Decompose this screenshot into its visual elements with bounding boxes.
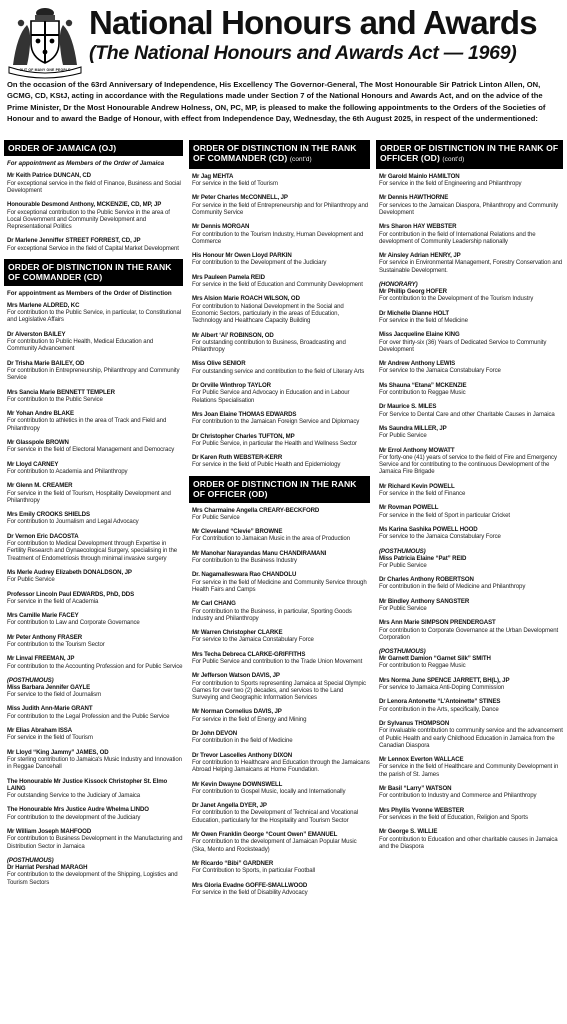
honouree-name: Miss Judith Ann-Marie GRANT <box>7 705 93 713</box>
contd-label: (cont'd) <box>442 156 465 164</box>
honouree-name: Miss Jacqueline Elaine KING <box>379 331 460 339</box>
honouree-name: Professor Lincoln Paul EDWARDS, PhD, DDS <box>7 590 135 598</box>
honouree-entry <box>379 252 563 274</box>
honouree-entry <box>7 511 183 526</box>
honouree-name: Mr Warren Christopher CLARKE <box>192 629 283 637</box>
honouree-name: Mr Peter Anthony FRASER <box>7 633 83 641</box>
honouree-citation: For service in the field of Disability Advocacy <box>192 888 308 896</box>
honouree-entry <box>379 785 563 800</box>
honouree-name: Mrs Sharon HAY WEBSTER <box>379 223 457 231</box>
honouree-citation: For Public Service and Advocacy in Education and in Labour Relations Specialisation <box>192 389 350 404</box>
honouree-citation: For over thirty-six (36) Years of Dedicated Service to Community Development <box>379 338 547 353</box>
honouree-name: Mr Ainsley Adrian HENRY, JP <box>379 252 461 260</box>
honouree-name: Mrs Marlene ALDRED, KC <box>7 301 80 309</box>
honouree-citation: For contribution to the development of the Shipping, Logistics and Tourism Sectors <box>7 871 178 886</box>
crest-motto: OUT OF MANY ONE PEOPLE <box>19 68 71 72</box>
honouree-name: Miss Olive SENIOR <box>192 360 246 368</box>
honouree-entry <box>379 598 563 613</box>
honouree-name: Mrs Pauleen Pamela REID <box>192 273 265 281</box>
honouree-name: Miss Patricia Elaine “Pat” REID <box>379 554 467 562</box>
honouree-name: Dr Karen Ruth WEBSTER-KERR <box>192 454 283 462</box>
honouree-citation: For contribution to the Legal Profession and the Public Service <box>7 712 170 720</box>
honouree-citation: For contribution to Education and other charitable causes in Jamaica and the Diaspora <box>379 835 558 850</box>
honouree-name: Dr Alverston BAILEY <box>7 330 66 338</box>
honouree-entry <box>379 828 563 850</box>
honouree-name: Mr Bindley Anthony SANGSTER <box>379 597 470 605</box>
entry-note: (POSTHUMOUS) <box>379 648 426 656</box>
honouree-citation: For service in the field of Education and Community Development <box>192 281 363 289</box>
honouree-entry <box>7 237 183 252</box>
honouree-citation: For contribution in the field of Medicine and Philanthropy <box>379 583 526 591</box>
honouree-entry <box>7 482 183 504</box>
honouree-entry <box>192 781 370 796</box>
honouree-citation: For service in the field of Tourism <box>192 180 278 188</box>
honouree-entry <box>379 807 563 822</box>
honouree-entry <box>379 173 563 188</box>
honouree-citation: For service in the field of Academia <box>7 597 99 605</box>
honouree-name: Mr Owen Franklin George “Count Owen” EMANUEL <box>192 831 338 839</box>
honouree-name: Mrs Phyllis Yvonne WEBSTER <box>379 806 464 814</box>
columns <box>4 140 563 1024</box>
honouree-name: Mrs Techa Debreca CLARKE-GRIFFITHS <box>192 650 306 658</box>
honouree-entry <box>7 302 183 324</box>
honouree-citation: For contribution to the development of the Judiciary <box>7 813 141 821</box>
honouree-name: Mr Ricardo “Bibi” GARDNER <box>192 859 274 867</box>
honouree-citation: For service to Jamaica Anti-Doping Commission <box>379 684 505 692</box>
honouree-citation: For services in the field of Education, Religion and Sports <box>379 813 528 821</box>
honouree-entry <box>379 720 563 749</box>
honouree-citation: For exceptional service in the field of Finance, Business and Social Development <box>7 179 181 194</box>
honouree-citation: For service in the field of Electoral Management and Democracy <box>7 446 175 454</box>
honouree-entry <box>192 252 370 267</box>
honouree-citation: For service in the field of Entrepreneurship and for Philanthropy and Community Service <box>192 201 369 216</box>
honouree-name: Mr Albert ‘Al’ ROBINSON, OD <box>192 331 274 339</box>
section-heading-cd: ORDER OF DISTINCTION IN THE RANK OF COMMANDER (CD) <box>4 259 183 286</box>
honouree-name: Dr Trisha Marie BAILEY, OD <box>7 359 85 367</box>
honouree-name: The Honourable Mr Justice Kissock Christopher St. Elmo LAING <box>7 777 168 792</box>
honouree-citation: For service in the field of Finance <box>379 490 466 498</box>
honouree-name: Mrs Sancia Marie BENNETT TEMPLER <box>7 388 115 396</box>
honouree-entry <box>7 389 183 404</box>
honouree-name: Dr Janet Angella DYER, JP <box>192 802 267 810</box>
honouree-citation: For contribution to Medical Development through Expertise in Fertility Research and Gynaecological Surgery, specialising in the Treatment of Endometriosis through minimal invasive surgery <box>7 540 178 562</box>
honouree-entry <box>379 526 563 541</box>
honouree-entry <box>192 173 370 188</box>
column-3 <box>376 140 563 1024</box>
honouree-citation: For service in Environmental Management, Forestry Conservation and Sustainable Development. <box>379 259 563 274</box>
honouree-name: Mr Dennis MORGAN <box>192 223 250 231</box>
honouree-citation: For outstanding service and contribution to the field of Literary Arts <box>192 367 365 375</box>
honouree-citation: For contribution to Journalism and Legal Advocacy <box>7 518 139 526</box>
honouree-citation: For service in the field of Medicine and Community Service through Health Fairs and Camps <box>192 578 367 593</box>
honouree-entry <box>192 433 370 448</box>
honouree-citation: For contribution to Healthcare and Education through the Jamaicans Abroad Helping Jamaicans at Home Foundation. <box>192 758 370 774</box>
honouree-citation: For contribution to the Development of the Tourism Industry <box>379 295 534 303</box>
honouree-entry <box>7 749 183 771</box>
honouree-citation: For contribution to the Tourism Industry, Human Development and Commerce <box>192 230 364 245</box>
honouree-entry <box>192 672 370 701</box>
honouree-name: Mr Carl CHANG <box>192 600 236 608</box>
honouree-citation: For contribution to the Business Industry <box>192 557 297 565</box>
honouree-entry <box>379 310 563 325</box>
honouree-name: Mrs Camille Marie FACEY <box>7 612 79 620</box>
honouree-entry <box>379 576 563 591</box>
honouree-entry <box>7 591 183 606</box>
honouree-citation: For Public Service <box>379 561 427 569</box>
honouree-entry <box>192 629 370 644</box>
section-heading-od-contd <box>376 140 563 169</box>
appointment-note: For appointment as Members of the Order of Distinction <box>7 289 172 297</box>
honouree-entry <box>379 756 563 778</box>
honouree-entry <box>379 504 563 519</box>
honouree-name: Ms Merle Audrey Elizabeth DONALDSON, JP <box>7 568 132 576</box>
honouree-name: Mr Phillip Georg HOFER <box>379 288 447 296</box>
honouree-entry <box>192 882 370 897</box>
honouree-entry <box>192 360 370 375</box>
honouree-name: Mr Lloyd CARNEY <box>7 460 59 468</box>
honouree-name: Mr Glasspole BROWN <box>7 439 69 447</box>
honouree-citation: For Public Service, in particular the Health and Wellness Sector <box>192 439 357 447</box>
honouree-name: Dr Orville Winthrop TAYLOR <box>192 382 271 390</box>
honouree-entry <box>379 382 563 397</box>
honouree-name: Ms Karina Sashika POWELL HOOD <box>379 525 478 533</box>
honouree-entry <box>192 411 370 426</box>
section-title: ORDER OF DISTINCTION IN THE RANK OF OFFICER (OD) <box>380 143 559 164</box>
intro-paragraph: On the occasion of the 63rd Anniversary of Independence, His Excellency The Governor-General, The Most Honourable Sir Patrick Linton Allen, ON, GCMG, CD, KStJ, acting in accordance with the Regulations made under Section 7 of the National Honours and Awards Act, and on the advice of the Prime Minister, Dr the Most Honourable Andrew Holness, ON, PC, MP, is pleased to make the following appointments to the Orders of the Societies of Honour and to award the Badge of Honour, with effect from Independence Day, Wednesday, the 6th August 2025, in respect of the undermentioned: <box>7 80 546 124</box>
honouree-citation: For Service to Dental Care and other Charitable Causes in Jamaica <box>379 410 555 418</box>
honouree-citation: For service to the field of Journalism <box>7 691 102 699</box>
honouree-citation: For Public Service and contribution to the Trade Union Movement <box>192 657 363 665</box>
honouree-name: Dr Harriat Pershad MARAGH <box>7 863 88 871</box>
honouree-entry <box>7 612 183 627</box>
honouree-citation: For Public Service <box>7 576 55 584</box>
honouree-entry <box>7 778 183 800</box>
honouree-entry <box>192 332 370 354</box>
section-title: ORDER OF DISTINCTION IN THE RANK OF COMMANDER (CD) <box>193 143 357 164</box>
honouree-citation: For service to the Jamaica Constabulary Force <box>379 533 501 541</box>
honouree-name: Honourable Desmond Anthony, MCKENZIE, CD, MP, JP <box>7 201 162 209</box>
honouree-entry <box>379 360 563 375</box>
honouree-entry <box>379 331 563 353</box>
honouree-name: Dr Lenora Antonette “L'Antoinette” STINES <box>379 698 501 706</box>
honouree-entry <box>379 483 563 498</box>
honouree-name: Mr Rovman POWELL <box>379 504 439 512</box>
honouree-name: Mrs Alsion Marie ROACH WILSON, OD <box>192 295 300 303</box>
honouree-name: Dr Sylvanus THOMPSON <box>379 719 450 727</box>
honouree-citation: For contribution to Gospel Music, locally and Internationally <box>192 787 346 795</box>
honouree-citation: For contribution to the Tourism Sector <box>7 640 105 648</box>
honouree-entry <box>7 201 183 230</box>
honouree-citation: For contribution to the Accounting Profession and for Public Service <box>7 662 183 670</box>
honouree-citation: For Public Service <box>192 513 240 521</box>
honouree-entry <box>192 194 370 216</box>
honouree-citation: For service in the field of Public Health and Epidemiology <box>192 461 341 469</box>
honouree-entry <box>379 648 563 670</box>
honouree-entry <box>192 382 370 404</box>
honouree-citation: For contribution to the Development of Technical and Vocational Education, particularly for the Hospitality and Tourism Sector <box>192 809 359 824</box>
honouree-name: Mr Andrew Anthony LEWIS <box>379 360 456 368</box>
honouree-entry <box>7 172 183 194</box>
honouree-name: Dr Christopher Charles TUFTON, MP <box>192 432 295 440</box>
honouree-citation: For service to the Jamaica Constabulary Force <box>192 636 314 644</box>
honouree-entry <box>7 461 183 476</box>
honouree-name: Mrs Ann Marie SIMPSON PRENDERGAST <box>379 619 496 627</box>
honouree-name: Dr Maurice S. MILES <box>379 403 437 411</box>
honouree-entry <box>379 698 563 713</box>
page-subtitle: (The National Honours and Awards Act — 1969) <box>89 42 517 64</box>
honouree-citation: For forty-one (41) years of service to the field of Fire and Emergency Service and for contributing to the continuous Development of the Jamaica Fire Brigade <box>379 453 557 476</box>
honouree-name: Mr Dennis HAWTHORNE <box>379 194 449 202</box>
honouree-name: Mr Kevin Dwayne DOWNSWELL <box>192 780 283 788</box>
honouree-entry <box>192 274 370 289</box>
honouree-entry <box>192 708 370 723</box>
honouree-name: Mr Jag MEHTA <box>192 172 234 180</box>
honouree-citation: For service in the field of Energy and Mining <box>192 715 307 723</box>
honouree-entry <box>192 528 370 543</box>
honouree-citation: For sterling contribution to Jamaica's Music Industry and Innovation in Reggae Dancehall <box>7 755 182 771</box>
honouree-entry <box>7 569 183 584</box>
honouree-name: Dr Marlene Jenniffer STREET FORREST, CD, JP <box>7 237 141 245</box>
honouree-name: Mr Garold Mainlo HAMILTON <box>379 172 460 180</box>
honouree-citation: For exceptional contribution to the Public Service in the area of Local Government and Community Development and Representational Politics <box>7 208 170 231</box>
honouree-citation: For contribution to the Public Service, in particular, to Constitutional and Legislative Affairs <box>7 309 182 324</box>
honouree-citation: For contribution to Corporate Governance at the Urban Development Corporation <box>379 626 559 641</box>
honouree-citation: For Contribution to Sports, in particular Football <box>192 867 316 875</box>
entry-note: (HONORARY) <box>379 281 418 289</box>
honouree-citation: For service in the field of Engineering and Philanthropy <box>379 180 522 188</box>
honouree-citation: For contribution to the Public Service <box>7 395 103 403</box>
honouree-entry <box>379 548 563 570</box>
honouree-citation: For contribution to the Jamaican Foreign Service and Diplomacy <box>192 418 360 426</box>
honouree-name: Mr Lloyd “King Jammy” JAMES, OD <box>7 748 109 756</box>
honouree-name: Mr George S. WILLIE <box>379 828 438 836</box>
honouree-entry <box>7 705 183 720</box>
honouree-entry <box>192 600 370 622</box>
honouree-entry <box>7 727 183 742</box>
section-heading-od: ORDER OF DISTINCTION IN THE RANK OF OFFICER (OD) <box>189 476 370 503</box>
header <box>5 5 563 79</box>
section-heading-cd-contd <box>189 140 370 169</box>
honouree-entry <box>192 550 370 565</box>
honouree-entry <box>7 634 183 649</box>
honouree-citation: For contribution to Public Health, Medical Education and Community Advancement <box>7 338 154 353</box>
honouree-name: Dr John DEVON <box>192 730 238 738</box>
honouree-name: His Honour Mr Owen Lloyd PARKIN <box>192 252 292 260</box>
honouree-citation: For exceptional Service in the field of Capital Market Development <box>7 244 179 252</box>
entry-note: (POSTHUMOUS) <box>379 547 426 555</box>
honouree-name: Mrs Emily CROOKS SHIELDS <box>7 511 90 519</box>
honouree-name: Dr Charles Anthony ROBERTSON <box>379 576 474 584</box>
honouree-citation: For service in the field of Medicine <box>379 316 468 324</box>
honouree-citation: For contribution in Entrepreneurship, Philanthropy and Community Service <box>7 366 180 382</box>
column-2 <box>189 140 370 1024</box>
honouree-name: Mr Keith Patrice DUNCAN, CD <box>7 172 91 180</box>
honouree-citation: For Contribution to Jamaican Music in the area of Production <box>192 535 350 543</box>
honouree-name: Mr Garnett Damion “Garnet Silk” SMITH <box>379 655 491 663</box>
honouree-citation: For contribution to Academia and Philanthropy <box>7 467 128 475</box>
honouree-entry <box>7 806 183 821</box>
honouree-entry <box>379 403 563 418</box>
honouree-entry <box>192 295 370 324</box>
honouree-citation: For contribution to the development of Jamaican Popular Music (Ska, Mento and Rocksteady) <box>192 838 357 853</box>
honouree-entry <box>192 507 370 522</box>
honouree-name: Mr Manohar Narayandas Manu CHANDIRAMANI <box>192 549 327 557</box>
section-heading-oj: ORDER OF JAMAICA (OJ) <box>4 140 183 156</box>
honouree-name: Mr Richard Kevin POWELL <box>379 482 455 490</box>
honouree-entry <box>192 730 370 745</box>
honouree-citation: For Public Service <box>379 604 427 612</box>
honouree-entry <box>192 831 370 853</box>
honouree-entry <box>379 425 563 440</box>
honouree-citation: For contribution to Business Development in the Manufacturing and Distribution Sector in Jamaica <box>7 835 183 850</box>
honouree-entry <box>7 828 183 850</box>
honouree-entry <box>7 533 183 562</box>
honouree-entry <box>192 752 370 774</box>
honouree-citation: For service in the field of Sport in particular Cricket <box>379 511 510 519</box>
honouree-entry <box>7 331 183 353</box>
honouree-citation: For contribution to athletics in the area of Track and Field and Philanthropy <box>7 417 167 432</box>
column-1 <box>4 140 183 1024</box>
honouree-citation: For contribution in the field of International Relations and the development of Community Leadership nationally <box>379 230 536 245</box>
honouree-name: Mrs Charmaine Angella CREARY-BECKFORD <box>192 506 320 514</box>
honouree-citation: For contribution to National Development in the Social and Economic Sectors, particularly in the areas of Education, Technology and Healthcare Capacity Building <box>192 302 344 325</box>
honouree-name: Mr Elias Abraham ISSA <box>7 727 73 735</box>
honouree-name: Mr Peter Charles McCONNELL, JP <box>192 194 288 202</box>
honouree-name: Dr Michelle Dianne HOLT <box>379 309 450 317</box>
honouree-citation: For outstanding Service to the Judiciary of Jamaica <box>7 792 141 800</box>
honouree-citation: For contribution to the Business, in particular, Sporting Goods Industry and Philanthropy <box>192 607 352 622</box>
honouree-citation: For contribution to Industry and Commerce and Philanthropy <box>379 792 537 800</box>
honouree-citation: For service in the field of Tourism, Hospitality Development and Philanthropy <box>7 489 171 504</box>
honouree-name: Mr Cleveland “Clevie” BROWNE <box>192 528 283 536</box>
honouree-name: Dr. Nagamalleswara Rao CHANDOLU <box>192 571 297 579</box>
honouree-entry <box>192 571 370 593</box>
appointment-note: For appointment as Members of the Order of Jamaica <box>7 160 165 168</box>
honouree-name: Mrs Joan Elaine THOMAS EDWARDS <box>192 410 297 418</box>
honouree-citation: For contribution to Law and Corporate Governance <box>7 619 140 627</box>
honouree-name: Dr Trevor Lascelles Anthony DIXON <box>192 751 293 759</box>
honouree-name: Mr William Joseph MAHFOOD <box>7 828 92 836</box>
honouree-entry <box>192 223 370 245</box>
honouree-name: Mr Linval FREEMAN, JP <box>7 655 75 663</box>
honouree-citation: For contribution to Sports representing Jamaica at Special Olympic Games for over two (2) decades, and services to the Land Surveying and Geographic Information Services <box>192 679 366 702</box>
honouree-entry <box>7 677 183 699</box>
honouree-name: Mr Basil “Larry” WATSON <box>379 785 452 793</box>
honouree-name: Mrs Norma June SPENCE JARRETT, BH(L), JP <box>379 676 510 684</box>
honouree-name: Dr Vernon Eric DACOSTA <box>7 532 79 540</box>
honouree-citation: For outstanding contribution to Business, Broadcasting and Philanthropy <box>192 338 346 354</box>
honouree-name: Mrs Gloria Evadne GOFFE-SMALLWOOD <box>192 881 308 889</box>
honouree-entry <box>379 223 563 245</box>
honouree-citation: For Public Service <box>379 432 427 440</box>
honouree-entry <box>192 802 370 824</box>
honouree-entry <box>7 439 183 454</box>
honouree-citation: For invaluable contribution to community service and the advancement of Public Health and early Childhood Education in Jamaica from the Canadian Diaspora <box>379 727 563 749</box>
page-title: National Honours and Awards <box>89 4 537 41</box>
honouree-name: Mr Errol Anthony MOWATT <box>379 446 455 454</box>
honouree-entry <box>192 651 370 666</box>
honouree-name: Ms Saundra MILLER, JP <box>379 424 447 432</box>
honouree-citation: For service in the field of Tourism <box>7 734 93 742</box>
honouree-name: Mr Glenn M. CREAMER <box>7 482 73 490</box>
entry-note: (POSTHUMOUS) <box>7 676 54 684</box>
honouree-entry <box>379 619 563 641</box>
honouree-name: Mr Norman Cornelius DAVIS, JP <box>192 708 282 716</box>
honouree-entry <box>379 677 563 692</box>
honouree-citation: For contribution in the field of Medicine <box>192 737 293 745</box>
honouree-entry <box>7 360 183 382</box>
entry-note: (POSTHUMOUS) <box>7 856 54 864</box>
honouree-name: Mr Lennox Everton WALLACE <box>379 756 464 764</box>
honouree-citation: For services to the Jamaican Diaspora, Philanthropy and Community Development <box>379 201 559 216</box>
honouree-entry <box>7 857 183 886</box>
honouree-entry <box>379 281 563 303</box>
honouree-citation: For service to the Jamaica Constabulary Force <box>379 367 501 375</box>
honouree-citation: For contribution to Reggae Music <box>379 389 466 397</box>
honouree-name: Ms Shauna “Etana” MCKENZIE <box>379 381 467 389</box>
honouree-entry <box>379 447 563 476</box>
honouree-entry <box>7 410 183 432</box>
contd-label: (cont'd) <box>289 156 312 164</box>
honouree-entry <box>192 860 370 875</box>
honouree-name: Mr Yohan Andre BLAKE <box>7 410 74 418</box>
honouree-citation: For service in the field of Healthcare and Community Development in the parish of St. James <box>379 763 559 778</box>
honouree-name: Miss Barbara Jennifer GAYLE <box>7 683 91 691</box>
honouree-name: The Honourable Mrs Justice Audre Whelma LINDO <box>7 806 149 814</box>
honouree-name: Mr Jefferson Watson DAVIS, JP <box>192 672 280 680</box>
honouree-entry <box>192 454 370 469</box>
honouree-entry <box>379 194 563 216</box>
honouree-citation: For contribution to Reggae Music <box>379 662 466 670</box>
honouree-citation: For contribution to the Development of the Judiciary <box>192 259 327 267</box>
honouree-citation: For contribution in the Arts, specifically, Dance <box>379 705 499 713</box>
honouree-entry <box>7 655 183 670</box>
